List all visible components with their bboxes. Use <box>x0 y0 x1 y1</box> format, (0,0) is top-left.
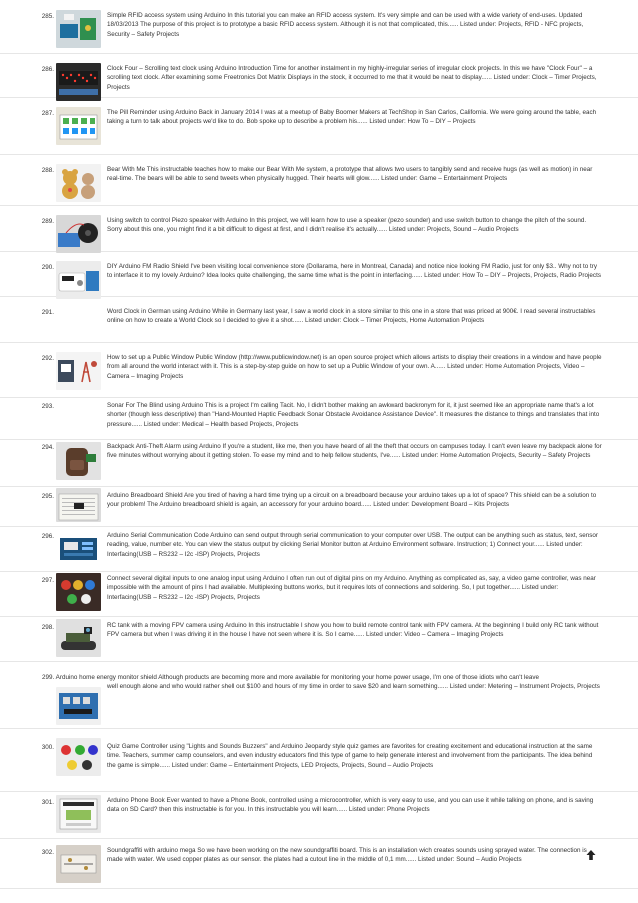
pill-box-thumbnail[interactable] <box>56 107 101 145</box>
list-item <box>0 205 638 252</box>
list-item <box>0 728 638 792</box>
entry-text: Word Clock in German using Arduino While in Germany last year, I saw a world clock in a store similar to this one in a store that was priced at 900€. I read several instructables online on how to create a World Clock so I decided to give it a shot...... Listed under: Clock – Timer Projects, Home Automation Projects <box>107 308 596 325</box>
list-item <box>0 397 638 440</box>
list-item <box>0 0 638 54</box>
entry-number: 289. <box>41 218 54 225</box>
arrow-up-icon[interactable] <box>586 848 596 860</box>
entry-text: DIY Arduino FM Radio Shield I've been visiting local convenience store (Dollarama, here in Montreal, Canada) and notice nice looking FM Radio, just for only $3.. Why not to try to interface it to my lovely Arduino? Idea looks quite challenging, the same time what is the point in interfacing...... Listed under: How To – DIY – Projects, Projects, Radio Projects <box>107 263 601 280</box>
entry-text: Arduino Breadboard Shield Are you tired of having a hard time trying up a circuit on a breadboard because your arduino takes up a lot of space? This shield can be a solution to your problem! The Arduino breadboard shield is again, an accessory for your arduino board...... Listed under: Development Board – Kits Projects <box>107 492 597 509</box>
entry-number: 290. <box>41 264 54 271</box>
entry-number: 293. <box>41 403 54 410</box>
entry-number: 287. <box>41 110 54 117</box>
public-window-thumbnail[interactable] <box>56 352 101 390</box>
entry-text: The Pill Reminder using Arduino Back in January 2014 I was at a meetup of Baby Boomer Makers at TechShop in San Carlos, California. We were going around the table, each taking a turn to talk about projects we'd like to do. Bob spoke up to describe a problem his...... Listed under: How To – DIY – Projects <box>107 109 597 126</box>
list-item <box>0 342 638 398</box>
entry-number: 288. <box>41 167 54 174</box>
piezo-speaker-thumbnail[interactable] <box>56 215 101 253</box>
entry-text: Quiz Game Controller using "Lights and Sounds Buzzers" and Arduino Jeopardy style quiz games are favorites for creating excitement and educational instruction at the same time. Teachers, summer camp counselors, and even industry educators find this type of game to help generate interest and involvement from the participants. The idea behind the game is simple...... Listed under: Game – Entertainment Projects, LED Projects, Projects, Sound – Audio Projects <box>107 743 593 769</box>
entry-number: 302. <box>41 849 54 856</box>
entry-text: Using switch to control Piezo speaker with Arduino In this project, we will learn how to use a speaker (pezo sounder) and use switch button to change the pitch of the sound. Sorry about this one, you might find it a bit difficult to digest at first, and I didn't realise it's actually...... Listed under: Projects, Sound – Audio Projects <box>107 217 587 234</box>
list-item <box>0 838 638 889</box>
entry-text: Arduino home energy monitor shield Although products are becoming more and more available for monitoring your home power usage, I'm one of those idiots who can't leave <box>55 674 540 681</box>
soundgraffiti-thumbnail[interactable] <box>56 845 101 883</box>
entry-text: Arduino Serial Communication Code Arduino can send output through serial communication to your computer over USB. The output can be anything such as status, text, sensor reading, value, number etc. You can view the status output by clicking Serial Monitor button at Arduino Environment software. Instruction; 1) Connect your...... Listed under: Interfacing(USB – RS232 – I2c -ISP) Projects, Projects <box>107 532 598 558</box>
entry-number: 291. <box>41 309 54 316</box>
serial-monitor-thumbnail[interactable] <box>56 530 101 564</box>
list-item <box>0 154 638 206</box>
led-matrix-clock-thumbnail[interactable] <box>56 63 101 101</box>
entry-number: 295. <box>41 493 54 500</box>
list-item <box>0 296 638 343</box>
entry-number: 298. <box>41 624 54 631</box>
entry-text-block <box>42 673 602 692</box>
breadboard-shield-thumbnail[interactable] <box>56 488 101 522</box>
entry-text: Simple RFID access system using Arduino In this tutorial you can make an RFID access system. It's very simple and can be used with a wide variety of end-uses. Updated 18/03/2013 The purpose of this project is to prototype a basic RFID access system. Although it is not that complicated, this...... Listed under: Projects, RFID - NFC projects, Security – Safety Projects <box>107 12 584 38</box>
fm-radio-shield-thumbnail[interactable] <box>56 261 101 299</box>
list-item <box>0 616 638 662</box>
entry-number: 299. <box>42 674 55 681</box>
entry-text: Arduino Phone Book Ever wanted to have a Phone Book, controlled using a microcontroller, which is very easy to use, and you can use it while talking on phone, and is saving data on SD Card? then this instructable is for you. In this instructable you will learn...... Listed under: Phone Projects <box>107 797 594 814</box>
entry-text: Backpack Anti-Theft Alarm using Arduino If you're a student, like me, then you have heard of all the theft that occurs on campuses today. I can't even leave my backpack alone for five minutes without worrying about it getting stolen. To ease my mind and to help fellow students, I've...... Listed under: Home Automation Projects, Security – Safety Projects <box>107 443 602 460</box>
teddy-bear-thumbnail[interactable] <box>56 164 101 202</box>
list-item <box>0 571 638 617</box>
rc-tank-thumbnail[interactable] <box>56 619 101 657</box>
entry-number: 286. <box>41 66 54 73</box>
entry-number: 301. <box>41 799 54 806</box>
list-item <box>0 97 638 155</box>
list-item <box>0 661 638 729</box>
entry-number: 294. <box>41 444 54 451</box>
entry-number: 297. <box>41 577 54 584</box>
entry-text: Soundgraffiti with arduino mega So we have been working on the new soundgraffiti board. This is an installation wich creates sounds using sprayed water. The connection is made with water. We used copper plates as our sensor. the plates had a cutout line in the middle of 0,1 mm...... Listed under: Sound – Audio Projects <box>107 847 587 864</box>
list-item <box>0 526 638 572</box>
rfid-kit-thumbnail[interactable] <box>56 10 101 48</box>
list-item <box>0 486 638 527</box>
entry-text: RC tank with a moving FPV camera using Arduino In this instructable I show you how to build remote control tank with FPV camera. At the beginning I build only RC tank without FPV camera but when I was driving it in the house I have not seen where it is. So I came...... Listed under: Video – Camera – Imaging Projects <box>107 622 599 639</box>
buttons-board-thumbnail[interactable] <box>56 573 101 611</box>
entry-number: 285. <box>41 13 54 20</box>
entry-text: How to set up a Public Window Public Window (http://www.publicwindow.net) is an open source project which allows artists to display their creations in a window and have people from all around the world interact with it. This is a step-by-step guide on how to set up a Public Window of your own. A...... Listed under: Home Automation Projects, Video – Camera – Imaging Projects <box>107 354 602 380</box>
entry-number: 300. <box>41 744 54 751</box>
entry-number: 296. <box>41 533 54 540</box>
entry-text: Clock Four – Scrolling text clock using Arduino Introduction Time for another instalment in my highly-irregular series of irregular clock projects. In this we have "Clock Four" – a scrolling text clock. After examining some Freetronics Dot Matrix Displays in the stock, it occurred to me that it would be neat to display...... Listed under: Clock – Timer Projects, Projects <box>107 65 597 91</box>
entry-number: 292. <box>41 355 54 362</box>
backpack-thumbnail[interactable] <box>56 442 101 480</box>
entry-text: Bear With Me This instructable teaches how to make our Bear With Me system, a prototype that allows two users to tangibly send and receive hugs (as well as motion) in near real-time. The bears will be able to send tweets when physically hugged. Their hearts will glow...... Listed under: Game – Entertainment Projects <box>107 166 593 183</box>
quiz-buzzers-thumbnail[interactable] <box>56 738 101 776</box>
list-item <box>0 251 638 297</box>
list-item <box>0 791 638 839</box>
entry-text: Sonar For The Blind using Arduino This is a project I'm calling Tacit. No, I didn't bother making an awkward backronym for it, it just seemed like an appropriate name that's a lot shorter (though less descriptive) than "Hand-Mounted Haptic Feedback Sonar Obstacle Avoidance Assistance Device". It measures the distance to things and translates that into pressure...... Listed under: Medical – Health based Projects, Projects <box>107 402 600 428</box>
entry-text: Connect several digital inputs to one analog input using Arduino I often run out of digital pins on my Arduino. Anything as complicated as, say, a video game controller, was near impossible with the amount of pins I had available. Multiplexing buttons works, but it requires lots of connections and soldering. So, I put together...... Listed under: Interfacing(USB – RS232 – I2c -ISP) Projects, Projects <box>107 575 596 601</box>
phone-book-thumbnail[interactable] <box>56 795 101 833</box>
entry-text-continued: well enough alone and who would rather shell out $100 and hours of my time in order to save $20 and learn something...... Listed under: Metering – Instrument Projects, Projects <box>107 683 600 691</box>
list-item <box>0 53 638 98</box>
list-item <box>0 439 638 487</box>
energy-monitor-thumbnail[interactable] <box>56 687 101 725</box>
